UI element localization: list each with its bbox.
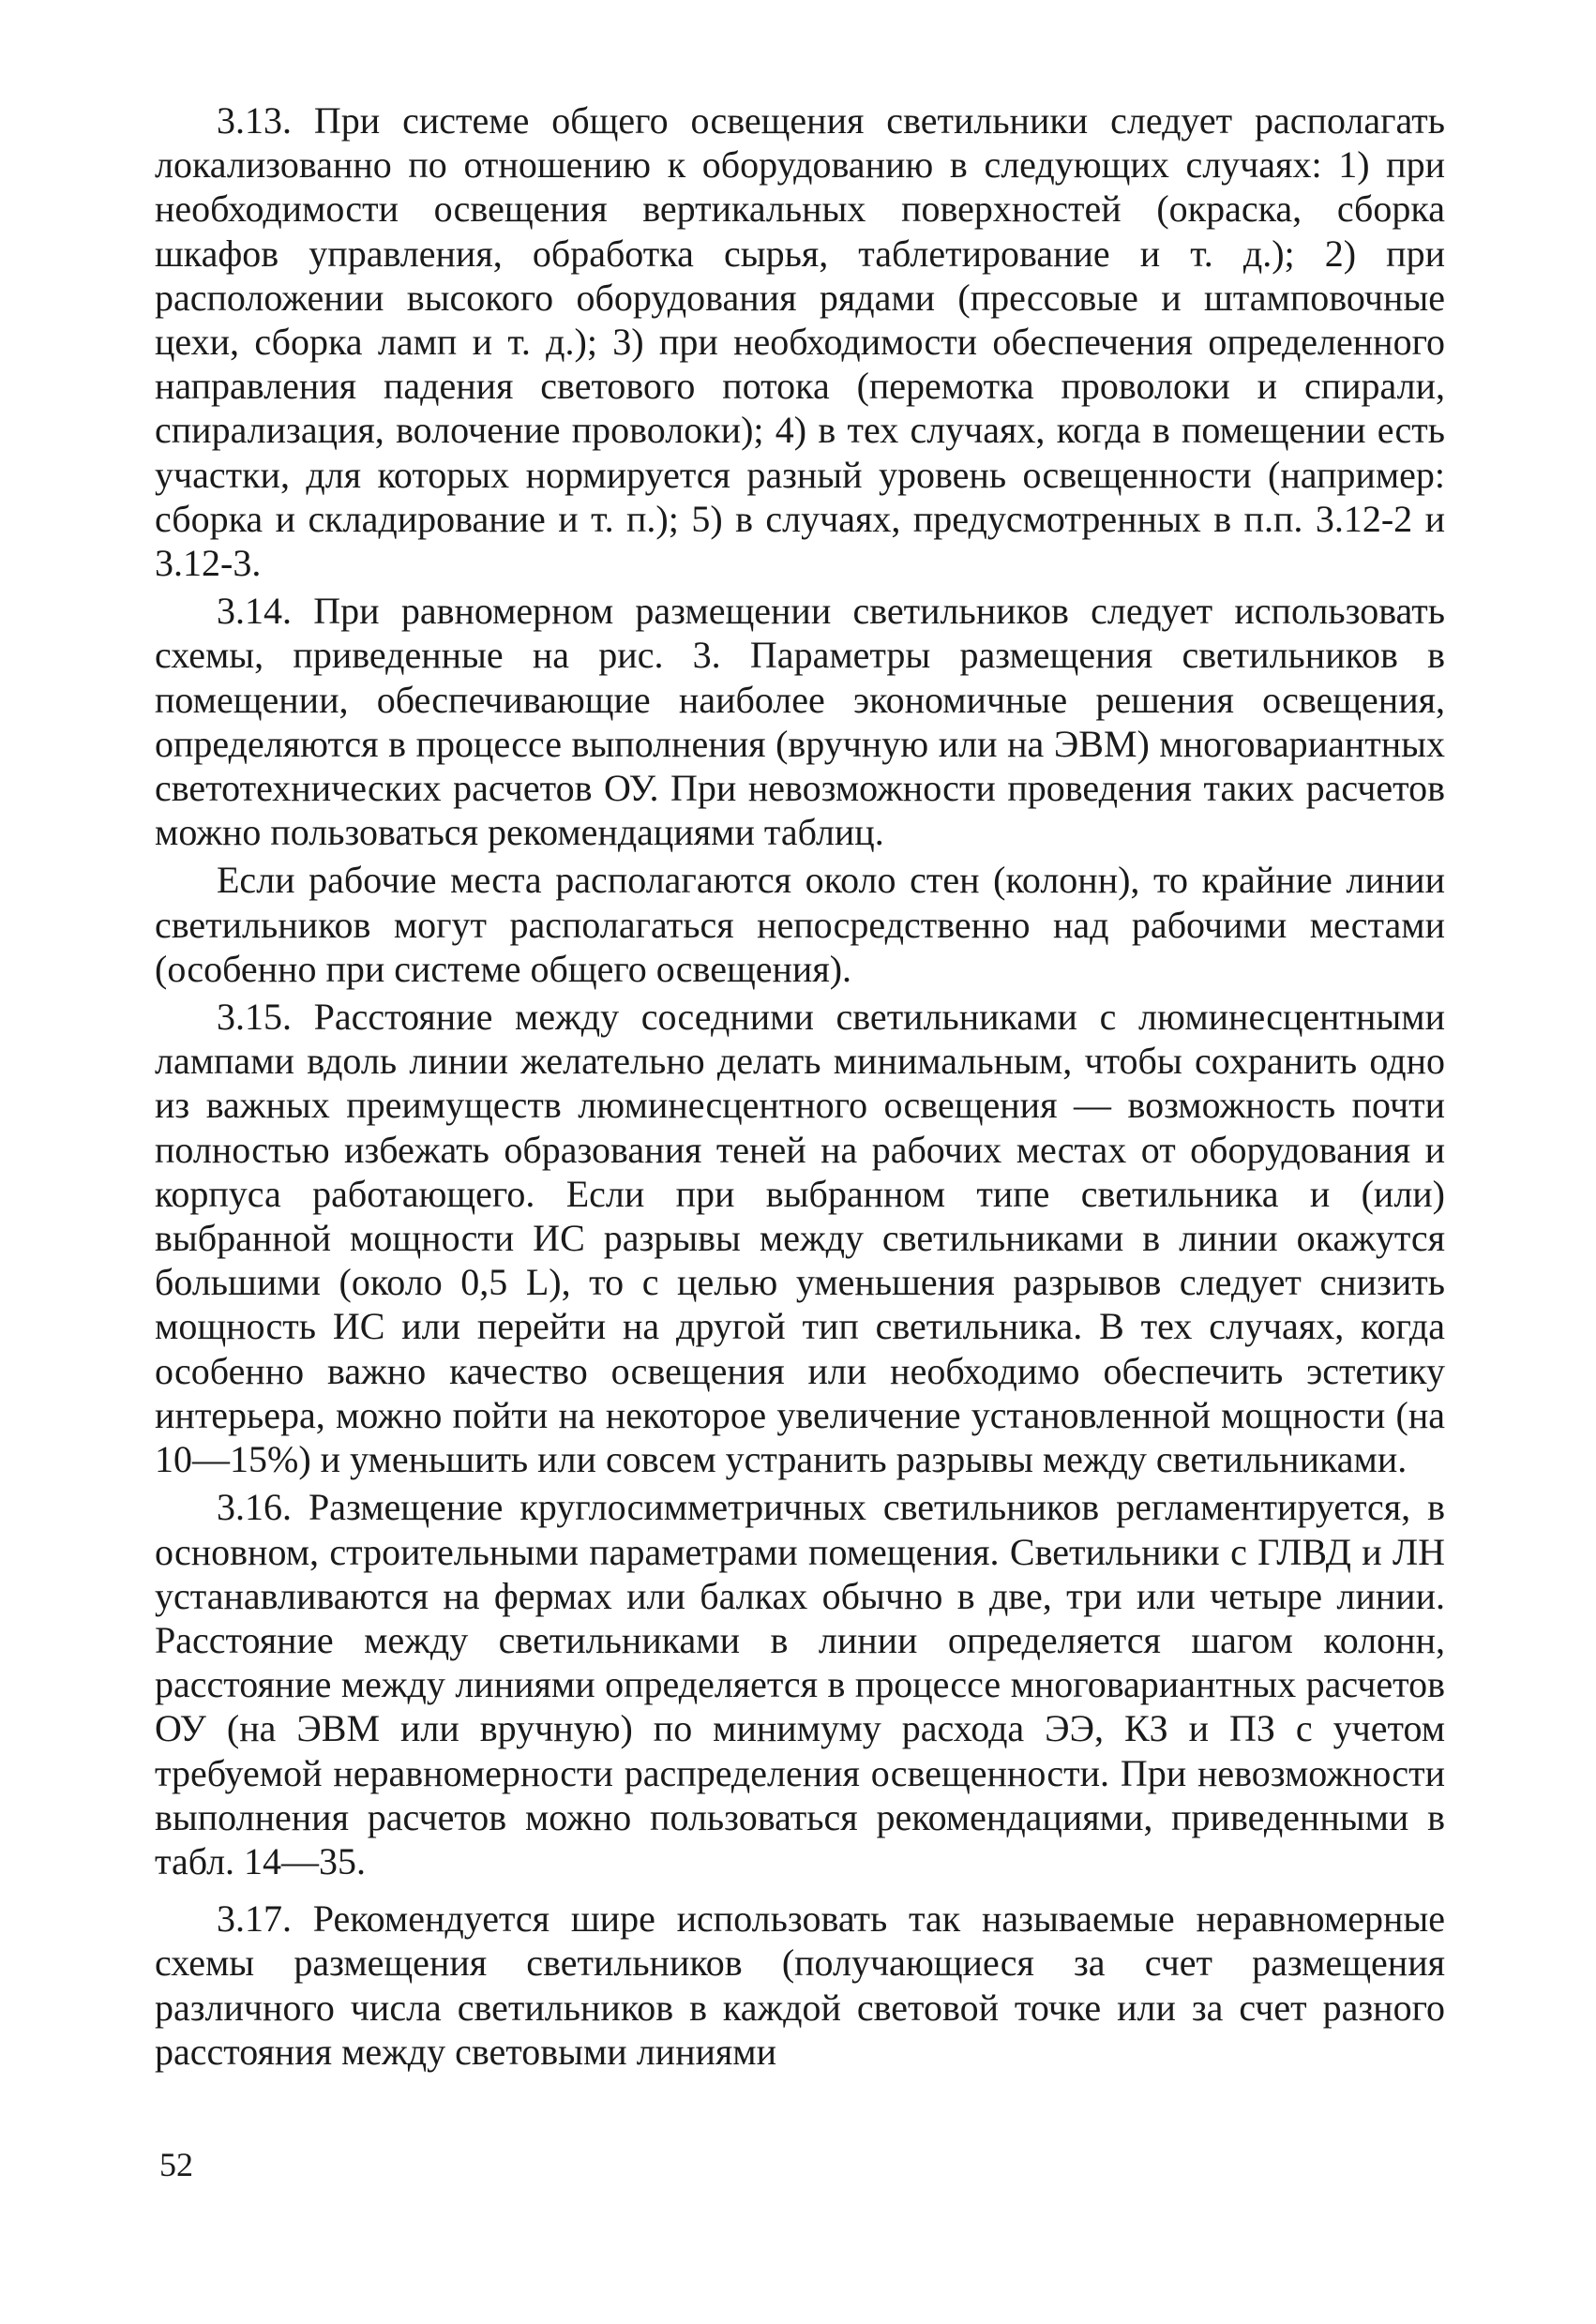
page-number: 52 — [159, 2146, 193, 2183]
paragraph-walls-note: Если рабочие места располагаются около стен (колонн), то крайние линии светильников могут располагаться непосредственно над рабочими местами (особенно при системе общего освещения). — [155, 859, 1445, 990]
paragraph-3-14: 3.14. При равномерном размещении светильников следует использовать схемы, приведенные на рис. 3. Параметры размещения светильников в помещении, обеспечивающие наиболее экономичные решения освещения, определяются в процессе выполнения (вручную или на ЭВМ) многовариантных светотехнических расчетов ОУ. При невозможности проведения таких расчетов можно пользоваться рекомендациями таблиц. — [155, 590, 1445, 854]
paragraph-3-17: 3.17. Рекомендуется шире использовать так называемые неравномерные схемы размещения светильников (получающиеся за счет размещения различного числа светильников в каждой световой точке или за счет разного расстояния между световыми линиями — [155, 1897, 1445, 2073]
paragraph-3-13: 3.13. При системе общего освещения светильники следует располагать локализованно по отношению к оборудованию в следующих случаях: 1) при необходимости освещения вертикальных поверхностей (окраска, сборка шкафов управления, обработка сырья, таблетирование и т. д.); 2) при расположении высокого оборудования рядами (прессовые и штамповочные цехи, сборка ламп и т. д.); 3) при необходимости обеспечения определенного направления падения светового потока (перемотка проволоки и спирали, спирализация, волочение проволоки); 4) в тех случаях, когда в помещении есть участки, для которых нормируется разный уровень освещенности (например: сборка и складирование и т. п.); 5) в случаях, предусмотренных в п.п. 3.12-2 и 3.12-3. — [155, 99, 1445, 585]
paragraph-3-15: 3.15. Расстояние между соседними светильниками с люминесцентными лампами вдоль линии желательно делать минимальным, чтобы сохранить одно из важных преимуществ люминесцентного освещения — возможность почти полностью избежать образования теней на рабочих местах от оборудования и корпуса работающего. Если при выбранном типе светильника и (или) выбранной мощности ИС разрывы между светильниками в линии окажутся большими (около 0,5 L), то с целью уменьшения разрывов следует снизить мощность ИС или перейти на другой тип светильника. В тех случаях, когда особенно важно качество освещения или необходимо обеспечить эстетику интерьера, можно пойти на некоторое увеличение установленной мощности (на 10—15%) и уменьшить или совсем устранить разрывы между светильниками. — [155, 996, 1445, 1481]
paragraph-3-16: 3.16. Размещение круглосимметричных светильников регламентируется, в основном, строительными параметрами помещения. Светильники с ГЛВД и ЛН устанавливаются на фермах или балках обычно в две, три или четыре линии. Расстояние между светильниками в линии определяется шагом колонн, расстояние между линиями определяется в процессе многовариантных расчетов ОУ (на ЭВМ или вручную) по минимуму расхода ЭЭ, КЗ и ПЗ с учетом требуемой неравномерности распределения освещенности. При невозможности выполнения расчетов можно пользоваться рекомендациями, приведенными в табл. 14—35. — [155, 1486, 1445, 1882]
page-body — [155, 98, 1445, 2255]
